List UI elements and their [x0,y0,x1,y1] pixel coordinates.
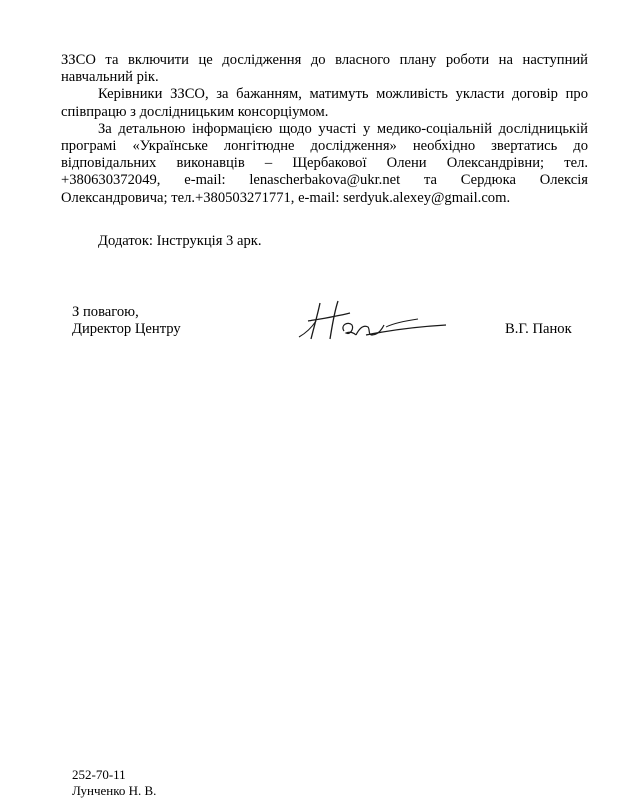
attachment-note: Додаток: Інструкція 3 арк. [98,233,262,249]
footer-block [72,767,156,799]
paragraph-2: Керівники ЗЗСО, за бажанням, матимуть можливість укласти договір про співпрацю з дослідницьким консорціумом. [61,86,588,120]
paragraph-1: ЗЗСО та включити це дослідження до власного плану роботи на наступний навчальний рік. [61,52,588,86]
letter-body [61,52,588,207]
signer-name: В.Г. Панок [505,321,572,337]
handwritten-signature [294,297,454,343]
closing-block [72,304,181,338]
executor-phone: 252-70-11 [72,767,126,782]
signer-position: Директор Центру [72,321,181,338]
executor-name: Лунченко Н. В. [72,783,157,798]
regards-text: З повагою, [72,304,139,320]
paragraph-3: За детальною інформацією щодо участі у медико-соціальній дослідницькій програмі «Українське лонгітюдне дослідження» необхідно звертатись до відповідальних виконавців – Щербакової Олени Олександрівни; тел. +380630372049, e-mail: lenascherbakova@ukr.net та Сердюка Олексія Олександровича; тел.+380503271771, e-mail: serdyuk.alexey@gmail.com. [61,120,588,206]
